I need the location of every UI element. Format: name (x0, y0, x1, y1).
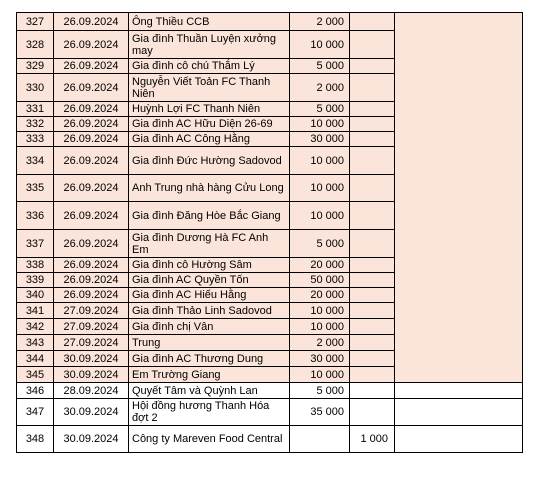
row-number: 348 (17, 426, 54, 453)
row-amount: 2 000 (290, 13, 350, 31)
row-amount: 5 000 (290, 383, 350, 399)
row-amount-secondary (350, 383, 395, 399)
row-amount-secondary (350, 273, 395, 288)
row-number: 334 (17, 147, 54, 175)
row-date: 26.09.2024 (54, 31, 129, 59)
row-amount (290, 426, 350, 453)
row-amount: 10 000 (290, 31, 350, 59)
table-body (17, 13, 523, 453)
row-amount-secondary (350, 175, 395, 202)
row-amount: 5 000 (290, 230, 350, 258)
row-amount-secondary (350, 31, 395, 59)
row-amount-secondary (350, 319, 395, 335)
row-number: 344 (17, 351, 54, 367)
row-number: 337 (17, 230, 54, 258)
row-date: 26.09.2024 (54, 74, 129, 102)
row-amount-secondary (350, 102, 395, 117)
row-amount: 5 000 (290, 102, 350, 117)
row-number: 330 (17, 74, 54, 102)
row-description: Anh Trung nhà hàng Cửu Long (129, 175, 290, 202)
row-description: Gia đình Đức Hường Sadovod (129, 147, 290, 175)
row-amount-secondary (350, 59, 395, 74)
row-date: 26.09.2024 (54, 132, 129, 147)
row-date: 26.09.2024 (54, 230, 129, 258)
row-amount-secondary (350, 288, 395, 303)
row-number: 332 (17, 117, 54, 132)
row-amount: 10 000 (290, 319, 350, 335)
row-description: Gia đình cô chú Thắm Lý (129, 59, 290, 74)
row-number: 328 (17, 31, 54, 59)
row-description: Gia đình AC Thương Dung (129, 351, 290, 367)
row-description: Gia đình Thuần Luyện xưởng may (129, 31, 290, 59)
row-description: Hội đồng hương Thanh Hóa đợt 2 (129, 399, 290, 426)
row-number: 336 (17, 202, 54, 230)
row-description: Gia đình AC Quyền Tốn (129, 273, 290, 288)
table-row (17, 383, 523, 399)
row-date: 26.09.2024 (54, 175, 129, 202)
row-extra-cell (395, 383, 523, 399)
row-date: 26.09.2024 (54, 273, 129, 288)
row-description: Quyết Tâm và Quỳnh Lan (129, 383, 290, 399)
row-date: 26.09.2024 (54, 147, 129, 175)
row-amount-secondary (350, 258, 395, 273)
row-date: 30.09.2024 (54, 399, 129, 426)
row-number: 342 (17, 319, 54, 335)
row-date: 26.09.2024 (54, 59, 129, 74)
row-amount-secondary (350, 74, 395, 102)
row-number: 345 (17, 367, 54, 383)
row-amount: 2 000 (290, 74, 350, 102)
row-amount-secondary (350, 351, 395, 367)
row-amount: 5 000 (290, 59, 350, 74)
row-date: 26.09.2024 (54, 13, 129, 31)
row-description: Công ty Mareven Food Central (129, 426, 290, 453)
row-amount: 10 000 (290, 303, 350, 319)
row-date: 26.09.2024 (54, 117, 129, 132)
row-description: Gia đình Thảo Linh Sadovod (129, 303, 290, 319)
row-amount-secondary (350, 132, 395, 147)
row-amount: 10 000 (290, 175, 350, 202)
row-date: 26.09.2024 (54, 288, 129, 303)
row-date: 30.09.2024 (54, 351, 129, 367)
row-number: 339 (17, 273, 54, 288)
row-amount-secondary (350, 147, 395, 175)
row-amount: 10 000 (290, 117, 350, 132)
row-amount-secondary (350, 399, 395, 426)
row-description: Nguyễn Viết Toản FC Thanh Niên (129, 74, 290, 102)
row-number: 335 (17, 175, 54, 202)
row-number: 329 (17, 59, 54, 74)
row-amount: 30 000 (290, 132, 350, 147)
row-number: 338 (17, 258, 54, 273)
row-extra-cell (395, 426, 523, 453)
table-row (17, 426, 523, 453)
row-date: 30.09.2024 (54, 426, 129, 453)
row-amount: 2 000 (290, 335, 350, 351)
row-description: Gia đình AC Hữu Diện 26-69 (129, 117, 290, 132)
row-date: 26.09.2024 (54, 102, 129, 117)
row-amount-secondary (350, 13, 395, 31)
table-row (17, 399, 523, 426)
row-amount: 35 000 (290, 399, 350, 426)
table-row (17, 13, 523, 31)
row-date: 27.09.2024 (54, 303, 129, 319)
row-amount-secondary (350, 202, 395, 230)
row-date: 30.09.2024 (54, 367, 129, 383)
row-amount: 20 000 (290, 288, 350, 303)
row-amount-secondary (350, 303, 395, 319)
row-description: Gia đình AC Công Hằng (129, 132, 290, 147)
row-date: 28.09.2024 (54, 383, 129, 399)
row-amount: 10 000 (290, 202, 350, 230)
row-number: 331 (17, 102, 54, 117)
row-amount: 30 000 (290, 351, 350, 367)
row-amount: 20 000 (290, 258, 350, 273)
row-description: Huỳnh Lợi FC Thanh Niên (129, 102, 290, 117)
row-date: 26.09.2024 (54, 258, 129, 273)
merged-cell (395, 13, 523, 383)
row-amount: 10 000 (290, 367, 350, 383)
row-description: Gia đình chị Vân (129, 319, 290, 335)
row-description: Gia đình Dương Hà FC Anh Em (129, 230, 290, 258)
row-date: 26.09.2024 (54, 202, 129, 230)
row-date: 27.09.2024 (54, 319, 129, 335)
donation-table (16, 12, 523, 453)
row-amount-secondary (350, 367, 395, 383)
row-extra-cell (395, 399, 523, 426)
row-number: 327 (17, 13, 54, 31)
row-number: 341 (17, 303, 54, 319)
row-date: 27.09.2024 (54, 335, 129, 351)
row-amount: 10 000 (290, 147, 350, 175)
row-number: 343 (17, 335, 54, 351)
row-description: Gia đình AC Hiếu Hằng (129, 288, 290, 303)
row-number: 340 (17, 288, 54, 303)
row-amount-secondary (350, 335, 395, 351)
row-amount: 50 000 (290, 273, 350, 288)
row-description: Ông Thiều CCB (129, 13, 290, 31)
row-number: 347 (17, 399, 54, 426)
row-description: Gia đình Đăng Hòe Bắc Giang (129, 202, 290, 230)
row-number: 333 (17, 132, 54, 147)
row-number: 346 (17, 383, 54, 399)
row-description: Trung (129, 335, 290, 351)
row-description: Gia đình cô Hường Sâm (129, 258, 290, 273)
row-amount-secondary (350, 230, 395, 258)
row-amount-secondary: 1 000 (350, 426, 395, 453)
row-description: Em Trường Giang (129, 367, 290, 383)
row-amount-secondary (350, 117, 395, 132)
